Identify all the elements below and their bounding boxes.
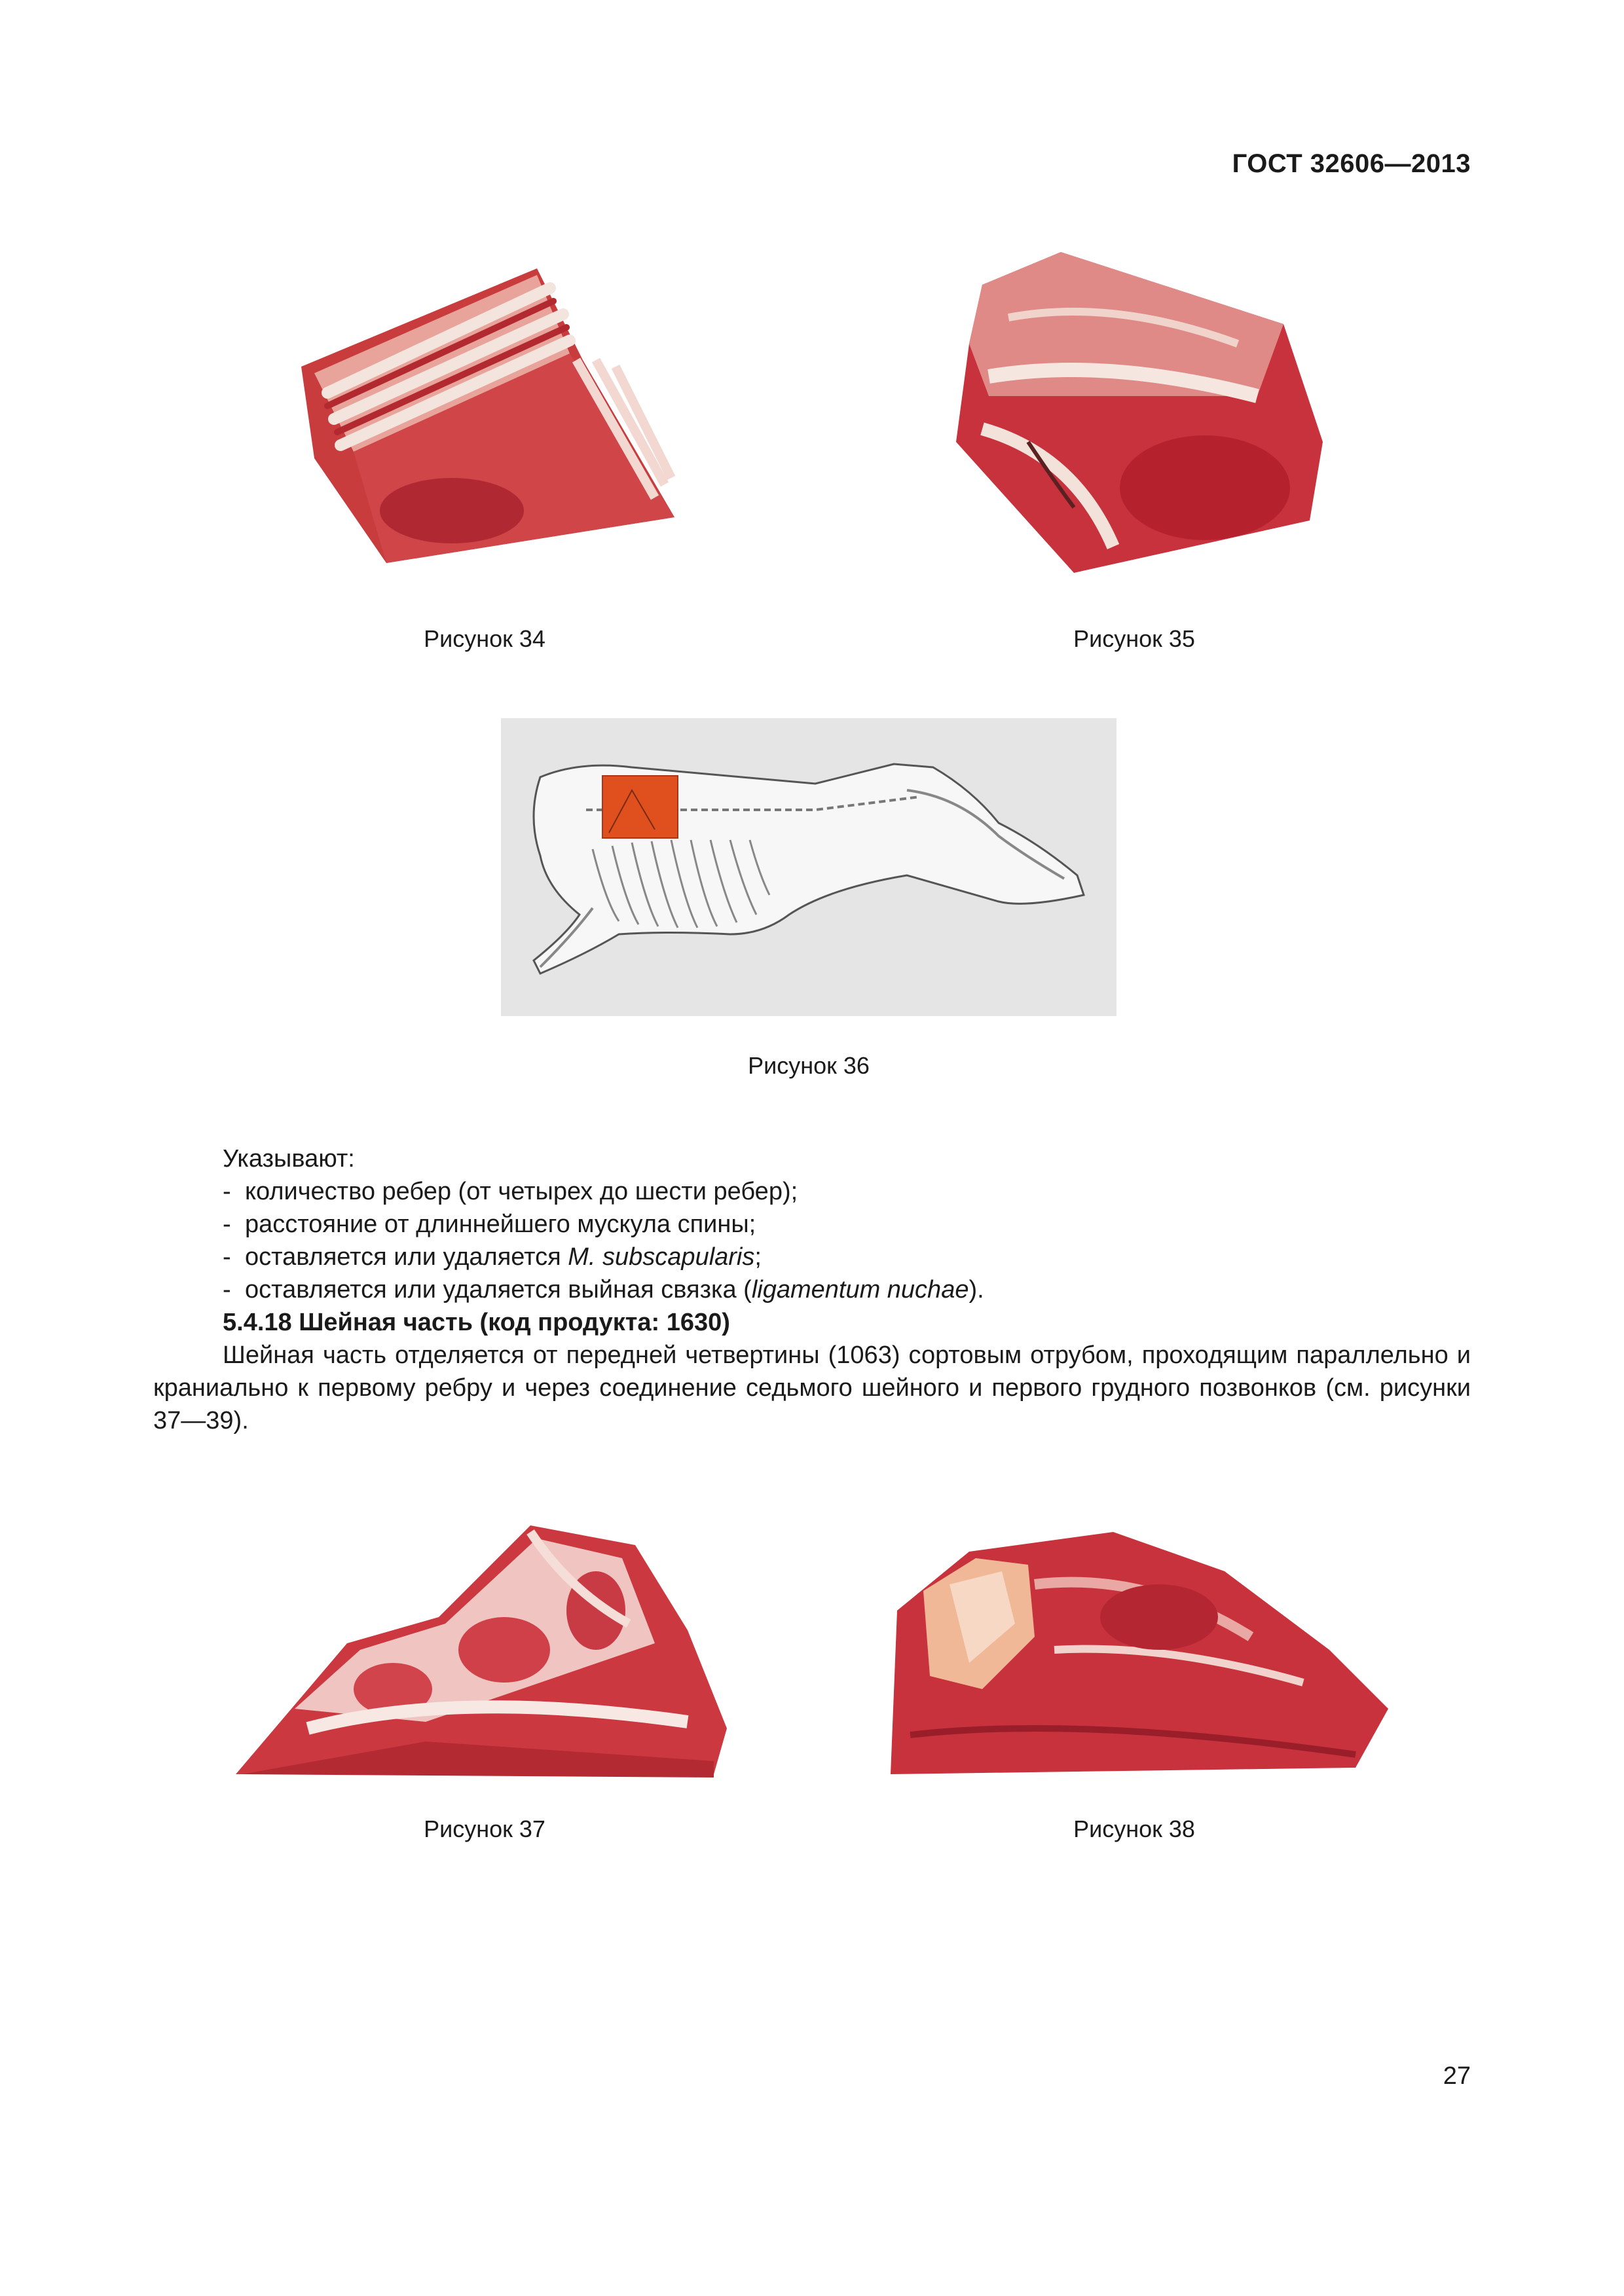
figure-35-caption: Рисунок 35 (1073, 625, 1195, 652)
section-heading: 5.4.18 Шейная часть (код продукта: 1630) (223, 1309, 730, 1336)
body-text (153, 1142, 1471, 1437)
list-item: - оставляется или удаляется выйная связка (ligamentum nuchae). (223, 1276, 984, 1303)
section-paragraph: Шейная часть отделяется от передней четвертины (1063) сортовым отрубом, проходящим параллельно и краниально к первому ребру и через соединение седьмого шейного и первого грудного позвонков (см. рисунки 37—39). (153, 1341, 1471, 1434)
list-item: - количество ребер (от четырех до шести ребер); (223, 1178, 798, 1205)
figure-36-caption: Рисунок 36 (748, 1052, 870, 1079)
figure-37-caption: Рисунок 37 (424, 1815, 545, 1842)
document-header: ГОСТ 32606—2013 (1232, 149, 1471, 178)
page-number: 27 (1443, 2062, 1471, 2090)
list-item: - расстояние от длиннейшего мускула спины; (223, 1211, 756, 1238)
figure-38-caption: Рисунок 38 (1073, 1815, 1195, 1842)
intro-line: Указывают: (223, 1145, 355, 1173)
highlighted-cut-region (602, 776, 678, 838)
figure-36-panel (501, 718, 1116, 1016)
carcass-diagram (501, 718, 1116, 1016)
figure-34-caption: Рисунок 34 (424, 625, 545, 652)
list-item: - оставляется или удаляется M. subscapularis; (223, 1243, 762, 1271)
figure-37-image (229, 1512, 740, 1787)
figure-38-image (884, 1519, 1395, 1787)
figure-34-image (288, 262, 681, 576)
figure-35-image (943, 246, 1336, 586)
